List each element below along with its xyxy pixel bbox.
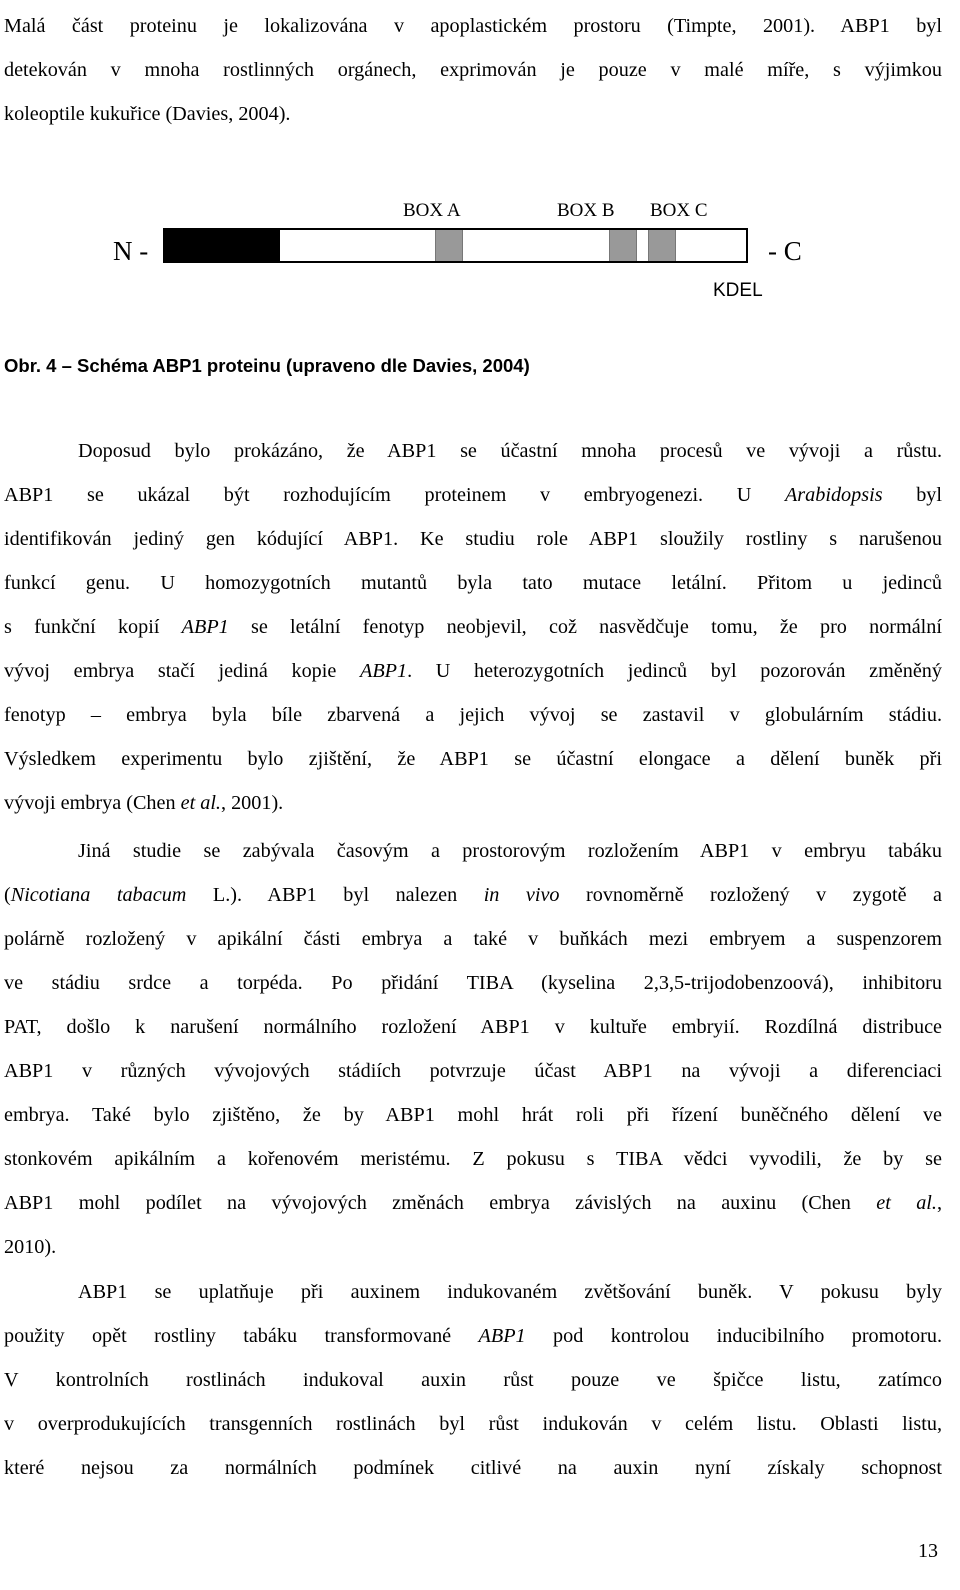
box-a-label: BOX A	[403, 200, 461, 221]
text-line: stonkovém apikálním a kořenovém meristému. Z pokusu s TIBA vědci vyvodili, že by se	[4, 1148, 942, 1170]
box-b-label: BOX B	[557, 200, 615, 221]
text-line: Výsledkem experimentu bylo zjištění, že ABP1 se účastní elongace a dělení buněk při	[4, 748, 942, 770]
text-line: (Nicotiana tabacum L.). ABP1 byl nalezen in vivo rovnoměrně rozložený v zygotě a	[4, 884, 942, 906]
figure-caption: Obr. 4 – Schéma ABP1 proteinu (upraveno dle Davies, 2004)	[4, 355, 530, 376]
box-b-segment	[609, 230, 637, 261]
text-line: ABP1 se ukázal být rozhodujícím proteinem v embryogenezi. U Arabidopsis byl	[4, 484, 942, 506]
text-line: Jiná studie se zabývala časovým a prostorovým rozložením ABP1 v embryu tabáku	[78, 840, 942, 862]
text-line: koleoptile kukuřice (Davies, 2004).	[4, 103, 291, 125]
text-line: 2010).	[4, 1236, 57, 1258]
intro-paragraph	[4, 4, 942, 136]
abp1-protein-schema	[0, 190, 960, 310]
text-line: detekován v mnoha rostlinných orgánech, exprimován je pouze v malé míře, s výjimkou	[4, 59, 942, 81]
text-line: identifikován jediný gen kódující ABP1. Ke studiu role ABP1 sloužily rostliny s narušenou	[4, 528, 942, 550]
text-line: ABP1 v různých vývojových stádiích potvrzuje účast ABP1 na vývoji a diferenciaci	[4, 1060, 942, 1082]
page-number: 13	[918, 1540, 938, 1562]
text-line: vývoj embrya stačí jediná kopie ABP1. U heterozygotních jedinců byl pozorován změněný	[4, 660, 942, 682]
text-line: Doposud bylo prokázáno, že ABP1 se účastní mnoha procesů ve vývoji a růstu.	[78, 440, 942, 462]
paragraph-1	[4, 429, 942, 825]
paragraph-3	[4, 1270, 942, 1490]
text-line: funkcí genu. U homozygotních mutantů byla tato mutace letální. Přitom u jedinců	[4, 572, 942, 594]
text-line: ABP1 se uplatňuje při auxinem indukovaném zvětšování buněk. V pokusu byly	[78, 1281, 942, 1303]
text-line: vývoji embrya (Chen et al., 2001).	[4, 792, 284, 814]
box-c-segment	[648, 230, 676, 261]
box-c-label: BOX C	[650, 200, 708, 221]
text-line: embrya. Také bylo zjištěno, že by ABP1 mohl hrát roli při řízení buněčného dělení ve	[4, 1104, 942, 1126]
box-a-segment	[435, 230, 463, 261]
text-line: ABP1 mohl podílet na vývojových změnách embrya závislých na auxinu (Chen et al.,	[4, 1192, 942, 1214]
text-line: v overprodukujících transgenních rostlinách byl růst indukován v celém listu. Oblasti listu,	[4, 1413, 942, 1435]
text-line: Malá část proteinu je lokalizována v apoplastickém prostoru (Timpte, 2001). ABP1 byl	[4, 15, 942, 37]
text-line: V kontrolních rostlinách indukoval auxin růst pouze ve špičce listu, zatímco	[4, 1369, 942, 1391]
text-line: použity opět rostliny tabáku transformované ABP1 pod kontrolou inducibilního promotoru.	[4, 1325, 942, 1347]
text-line: polárně rozložený v apikální části embrya a také v buňkách mezi embryem a suspenzorem	[4, 928, 942, 950]
n-terminus-label: N -	[113, 236, 149, 266]
kdel-label: KDEL	[713, 280, 763, 301]
protein-bar	[163, 228, 748, 263]
paragraph-2	[4, 829, 942, 1269]
text-line: které nejsou za normálních podmínek citlivé na auxin nyní získaly schopnost	[4, 1457, 942, 1479]
signal-peptide-segment	[165, 230, 280, 261]
text-line: fenotyp – embrya byla bíle zbarvená a jejich vývoj se zastavil v globulárním stádiu.	[4, 704, 942, 726]
text-line: s funkční kopií ABP1 se letální fenotyp neobjevil, což nasvědčuje tomu, že pro normální	[4, 616, 942, 638]
text-line: ve stádiu srdce a torpéda. Po přidání TIBA (kyselina 2,3,5-trijodobenzoová), inhibitoru	[4, 972, 942, 994]
c-terminus-label: - C	[768, 236, 802, 266]
text-line: PAT, došlo k narušení normálního rozložení ABP1 v kultuře embryií. Rozdílná distribuce	[4, 1016, 942, 1038]
